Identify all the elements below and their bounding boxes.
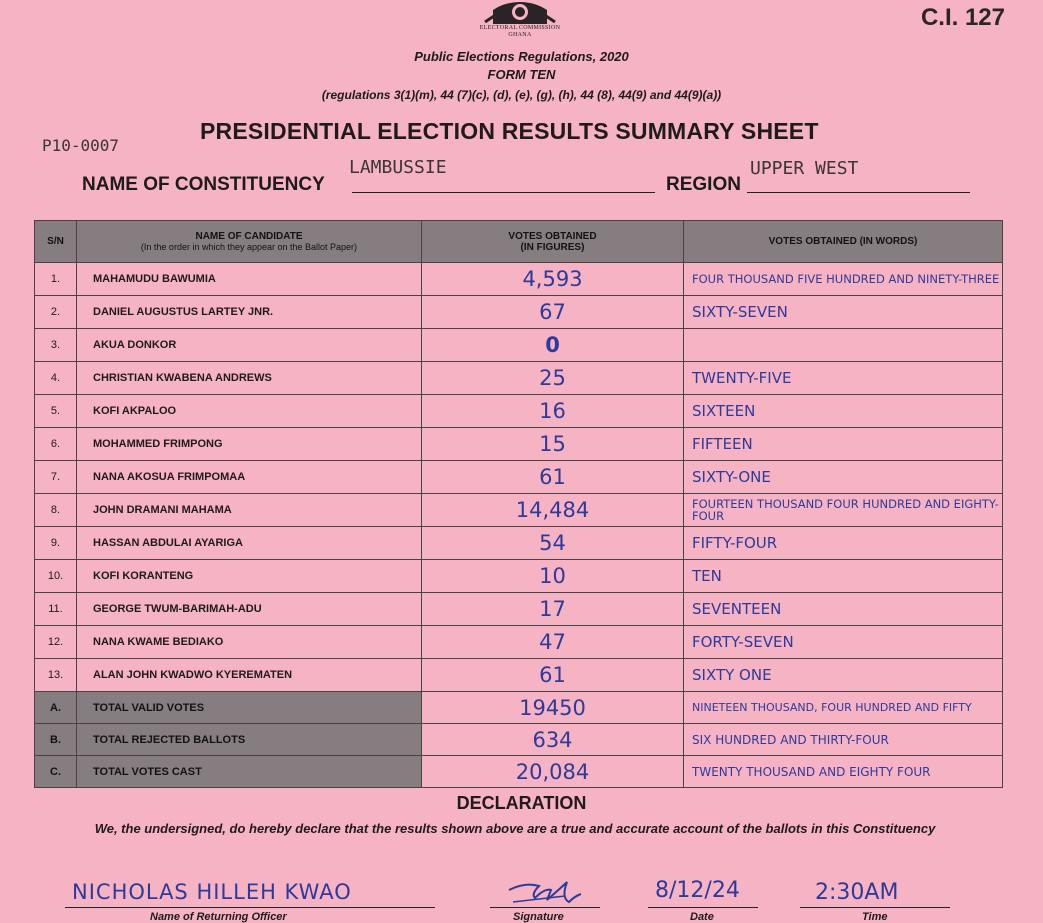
votes-figures: 61 bbox=[422, 659, 684, 692]
votes-words: SEVENTEEN bbox=[684, 593, 1003, 626]
table-row bbox=[35, 626, 1003, 659]
votes-figures: 0 bbox=[422, 329, 684, 362]
total-sn: A. bbox=[35, 692, 77, 724]
constituency-value: LAMBUSSIE bbox=[349, 157, 447, 178]
votes-words: FOUR THOUSAND FIVE HUNDRED AND NINETY-THREE bbox=[684, 263, 1003, 296]
votes-words bbox=[684, 329, 1003, 362]
form-name: FORM TEN bbox=[487, 67, 556, 82]
votes-figures: 61 bbox=[422, 461, 684, 494]
total-label: TOTAL VOTES CAST bbox=[77, 756, 422, 788]
table-row bbox=[35, 428, 1003, 461]
row-sn: 3. bbox=[35, 329, 77, 362]
column-header-sn: S/N bbox=[35, 221, 77, 263]
votes-figures: 67 bbox=[422, 296, 684, 329]
total-sn: B. bbox=[35, 724, 77, 756]
candidate-header-note: (In the order in which they appear on the Ballot Paper) bbox=[140, 241, 358, 252]
constituency-underline bbox=[352, 192, 655, 193]
total-figures: 634 bbox=[422, 724, 684, 756]
votes-words: FIFTEEN bbox=[684, 428, 1003, 461]
candidate-header-title: NAME OF CANDIDATE bbox=[195, 230, 303, 242]
votes-words: SIXTY-ONE bbox=[684, 461, 1003, 494]
returning-officer-name: NICHOLAS HILLEH KWAO bbox=[72, 880, 352, 904]
table-row bbox=[35, 593, 1003, 626]
date-underline bbox=[648, 907, 758, 908]
row-sn: 12. bbox=[35, 626, 77, 659]
row-sn: 9. bbox=[35, 527, 77, 560]
votes-figures: 17 bbox=[422, 593, 684, 626]
total-figures: 20,084 bbox=[422, 756, 684, 788]
total-sn: C. bbox=[35, 756, 77, 788]
total-row-valid bbox=[35, 692, 1003, 724]
candidate-name: GEORGE TWUM-BARIMAH-ADU bbox=[77, 593, 422, 626]
row-sn: 13. bbox=[35, 659, 77, 692]
votes-words: SIXTEEN bbox=[684, 395, 1003, 428]
regulations-title: Public Elections Regulations, 2020 bbox=[414, 49, 629, 64]
column-header-figures bbox=[422, 221, 684, 263]
candidate-name: NANA AKOSUA FRIMPOMAA bbox=[77, 461, 422, 494]
candidate-name: ALAN JOHN KWADWO KYEREMATEN bbox=[77, 659, 422, 692]
row-sn: 10. bbox=[35, 560, 77, 593]
ci-number: C.I. 127 bbox=[920, 4, 1005, 31]
table-row bbox=[35, 494, 1003, 527]
total-words: TWENTY THOUSAND AND EIGHTY FOUR bbox=[684, 756, 1003, 788]
table-row bbox=[35, 560, 1003, 593]
constituency-label: NAME OF CONSTITUENCY bbox=[82, 174, 325, 195]
declaration-text: We, the undersigned, do hereby declare that the results shown above are a true and accurate account of the ballots in this Constituency bbox=[94, 821, 936, 836]
total-row-cast bbox=[35, 756, 1003, 788]
total-words: SIX HUNDRED AND THIRTY-FOUR bbox=[684, 724, 1003, 756]
time-label: Time bbox=[862, 911, 888, 923]
candidate-name: HASSAN ABDULAI AYARIGA bbox=[77, 527, 422, 560]
table-row bbox=[35, 296, 1003, 329]
signature-label: Signature bbox=[513, 911, 564, 923]
commission-name-text: ELECTORAL COMMISSION bbox=[479, 25, 561, 31]
table-row bbox=[35, 362, 1003, 395]
total-row-rejected bbox=[35, 724, 1003, 756]
figures-header-note: (IN FIGURES) bbox=[520, 241, 585, 253]
declaration-heading: DECLARATION bbox=[456, 793, 587, 813]
table-row bbox=[35, 461, 1003, 494]
votes-figures: 25 bbox=[422, 362, 684, 395]
row-sn: 4. bbox=[35, 362, 77, 395]
table-row bbox=[35, 263, 1003, 296]
commission-name bbox=[420, 25, 620, 39]
candidate-name: KOFI KORANTENG bbox=[77, 560, 422, 593]
date-label: Date bbox=[690, 911, 714, 923]
coat-of-arms-icon bbox=[475, 0, 565, 24]
candidate-name: MAHAMUDU BAWUMIA bbox=[77, 263, 422, 296]
table-row bbox=[35, 659, 1003, 692]
time-underline bbox=[800, 907, 950, 908]
page-title: PRESIDENTIAL ELECTION RESULTS SUMMARY SHEET bbox=[200, 118, 819, 144]
votes-words: TEN bbox=[684, 560, 1003, 593]
time-value: 2:30AM bbox=[815, 880, 899, 905]
column-header-words: VOTES OBTAINED (IN WORDS) bbox=[684, 221, 1003, 263]
candidate-name: MOHAMMED FRIMPONG bbox=[77, 428, 422, 461]
candidate-name: DANIEL AUGUSTUS LARTEY JNR. bbox=[77, 296, 422, 329]
total-figures: 19450 bbox=[422, 692, 684, 724]
returning-officer-underline bbox=[65, 907, 435, 908]
table-row bbox=[35, 329, 1003, 362]
row-sn: 2. bbox=[35, 296, 77, 329]
column-header-candidate bbox=[77, 221, 422, 263]
regulations-reference: (regulations 3(1)(m), 44 (7)(c), (d), (e), (g), (h), 44 (8), 44(9) and 44(9)(a)) bbox=[321, 88, 722, 102]
row-sn: 6. bbox=[35, 428, 77, 461]
returning-officer-label: Name of Returning Officer bbox=[150, 911, 287, 923]
votes-words: FOURTEEN THOUSAND FOUR HUNDRED AND EIGHTY-FOUR bbox=[684, 494, 1003, 527]
votes-figures: 14,484 bbox=[422, 494, 684, 527]
candidate-name: KOFI AKPALOO bbox=[77, 395, 422, 428]
table-row bbox=[35, 395, 1003, 428]
votes-words: FIFTY-FOUR bbox=[684, 527, 1003, 560]
votes-words: FORTY-SEVEN bbox=[684, 626, 1003, 659]
votes-words: TWENTY-FIVE bbox=[684, 362, 1003, 395]
candidate-name: CHRISTIAN KWABENA ANDREWS bbox=[77, 362, 422, 395]
votes-figures: 10 bbox=[422, 560, 684, 593]
votes-words: SIXTY-SEVEN bbox=[684, 296, 1003, 329]
row-sn: 8. bbox=[35, 494, 77, 527]
votes-words: SIXTY ONE bbox=[684, 659, 1003, 692]
signature-underline bbox=[490, 907, 600, 908]
signature-image bbox=[505, 876, 585, 910]
total-label: TOTAL REJECTED BALLOTS bbox=[77, 724, 422, 756]
candidate-name: JOHN DRAMANI MAHAMA bbox=[77, 494, 422, 527]
votes-figures: 16 bbox=[422, 395, 684, 428]
candidate-name: NANA KWAME BEDIAKO bbox=[77, 626, 422, 659]
form-code: P10-0007 bbox=[42, 136, 120, 155]
row-sn: 11. bbox=[35, 593, 77, 626]
row-sn: 1. bbox=[35, 263, 77, 296]
date-value: 8/12/24 bbox=[655, 878, 740, 903]
votes-figures: 4,593 bbox=[422, 263, 684, 296]
candidate-name: AKUA DONKOR bbox=[77, 329, 422, 362]
results-table bbox=[34, 220, 1003, 788]
region-underline bbox=[747, 192, 970, 193]
votes-figures: 54 bbox=[422, 527, 684, 560]
figures-header-title: VOTES OBTAINED bbox=[508, 230, 597, 242]
total-label: TOTAL VALID VOTES bbox=[77, 692, 422, 724]
table-row bbox=[35, 527, 1003, 560]
row-sn: 5. bbox=[35, 395, 77, 428]
table-header-row bbox=[35, 221, 1003, 263]
region-label: REGION bbox=[666, 174, 741, 195]
votes-figures: 15 bbox=[422, 428, 684, 461]
total-words: NINETEEN THOUSAND, FOUR HUNDRED AND FIFTY bbox=[684, 692, 1003, 724]
commission-country-text: GHANA bbox=[508, 32, 532, 38]
votes-figures: 47 bbox=[422, 626, 684, 659]
region-value: UPPER WEST bbox=[750, 158, 859, 179]
row-sn: 7. bbox=[35, 461, 77, 494]
